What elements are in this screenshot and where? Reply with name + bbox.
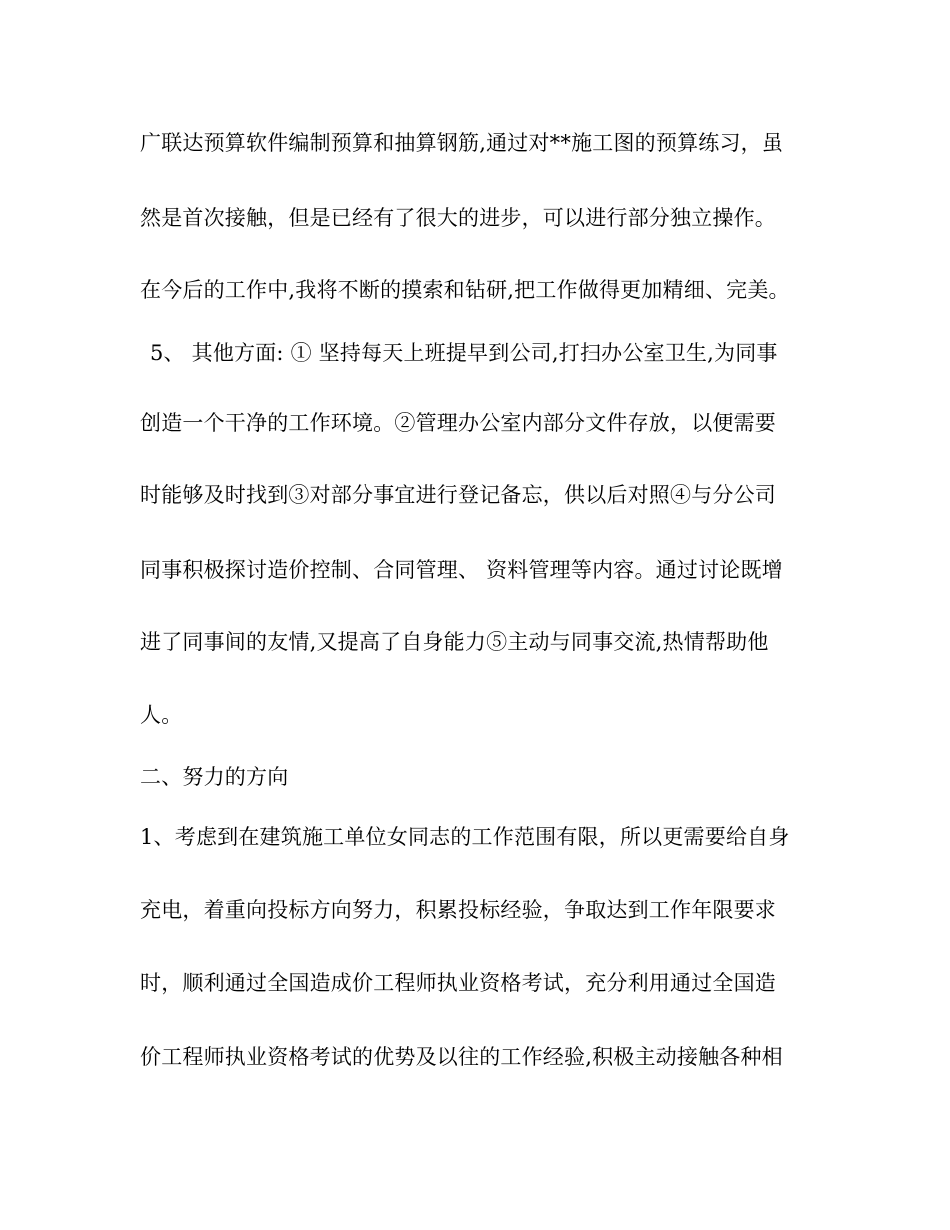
text-line: 在今后的工作中,我将不断的摸索和钻研,把工作做得更加精细、完美。 [140,278,790,302]
text-line: 广联达预算软件编制预算和抽算钢筋,通过对**施工图的预算练习，虽 [140,131,784,155]
section-heading: 二、努力的方向 [140,765,289,789]
text-line: 充电，着重向投标方向努力，积累投标经验，争取达到工作年限要求 [140,898,776,922]
text-line: 人。 [140,703,183,727]
text-line: 1、考虑到在建筑施工单位女同志的工作范围有限，所以更需要给自身 [140,825,790,849]
text-line: 时，顺利通过全国造成价工程师执业资格考试，充分利用通过全国造 [140,971,776,995]
text-line: 进了同事间的友情,又提高了自身能力⑤主动与同事交流,热情帮助他 [140,630,769,654]
text-line: 时能够及时找到③对部分事宜进行登记备忘，供以后对照④与分公司 [140,483,776,507]
text-line: 然是首次接触，但是已经有了很大的进步，可以进行部分独立操作。 [140,206,776,230]
text-line: 同事积极探讨造价控制、合同管理、 资料管理等内容。通过讨论既增 [140,558,783,582]
text-line: 创造一个干净的工作环境。②管理办公室内部分文件存放，以便需要 [140,411,776,435]
text-line: 价工程师执业资格考试的优势及以往的工作经验,积极主动接触各种相 [140,1045,783,1069]
text-line: 5、 其他方面: ① 坚持每天上班提早到公司,打扫办公室卫生,为同事 [150,341,778,365]
